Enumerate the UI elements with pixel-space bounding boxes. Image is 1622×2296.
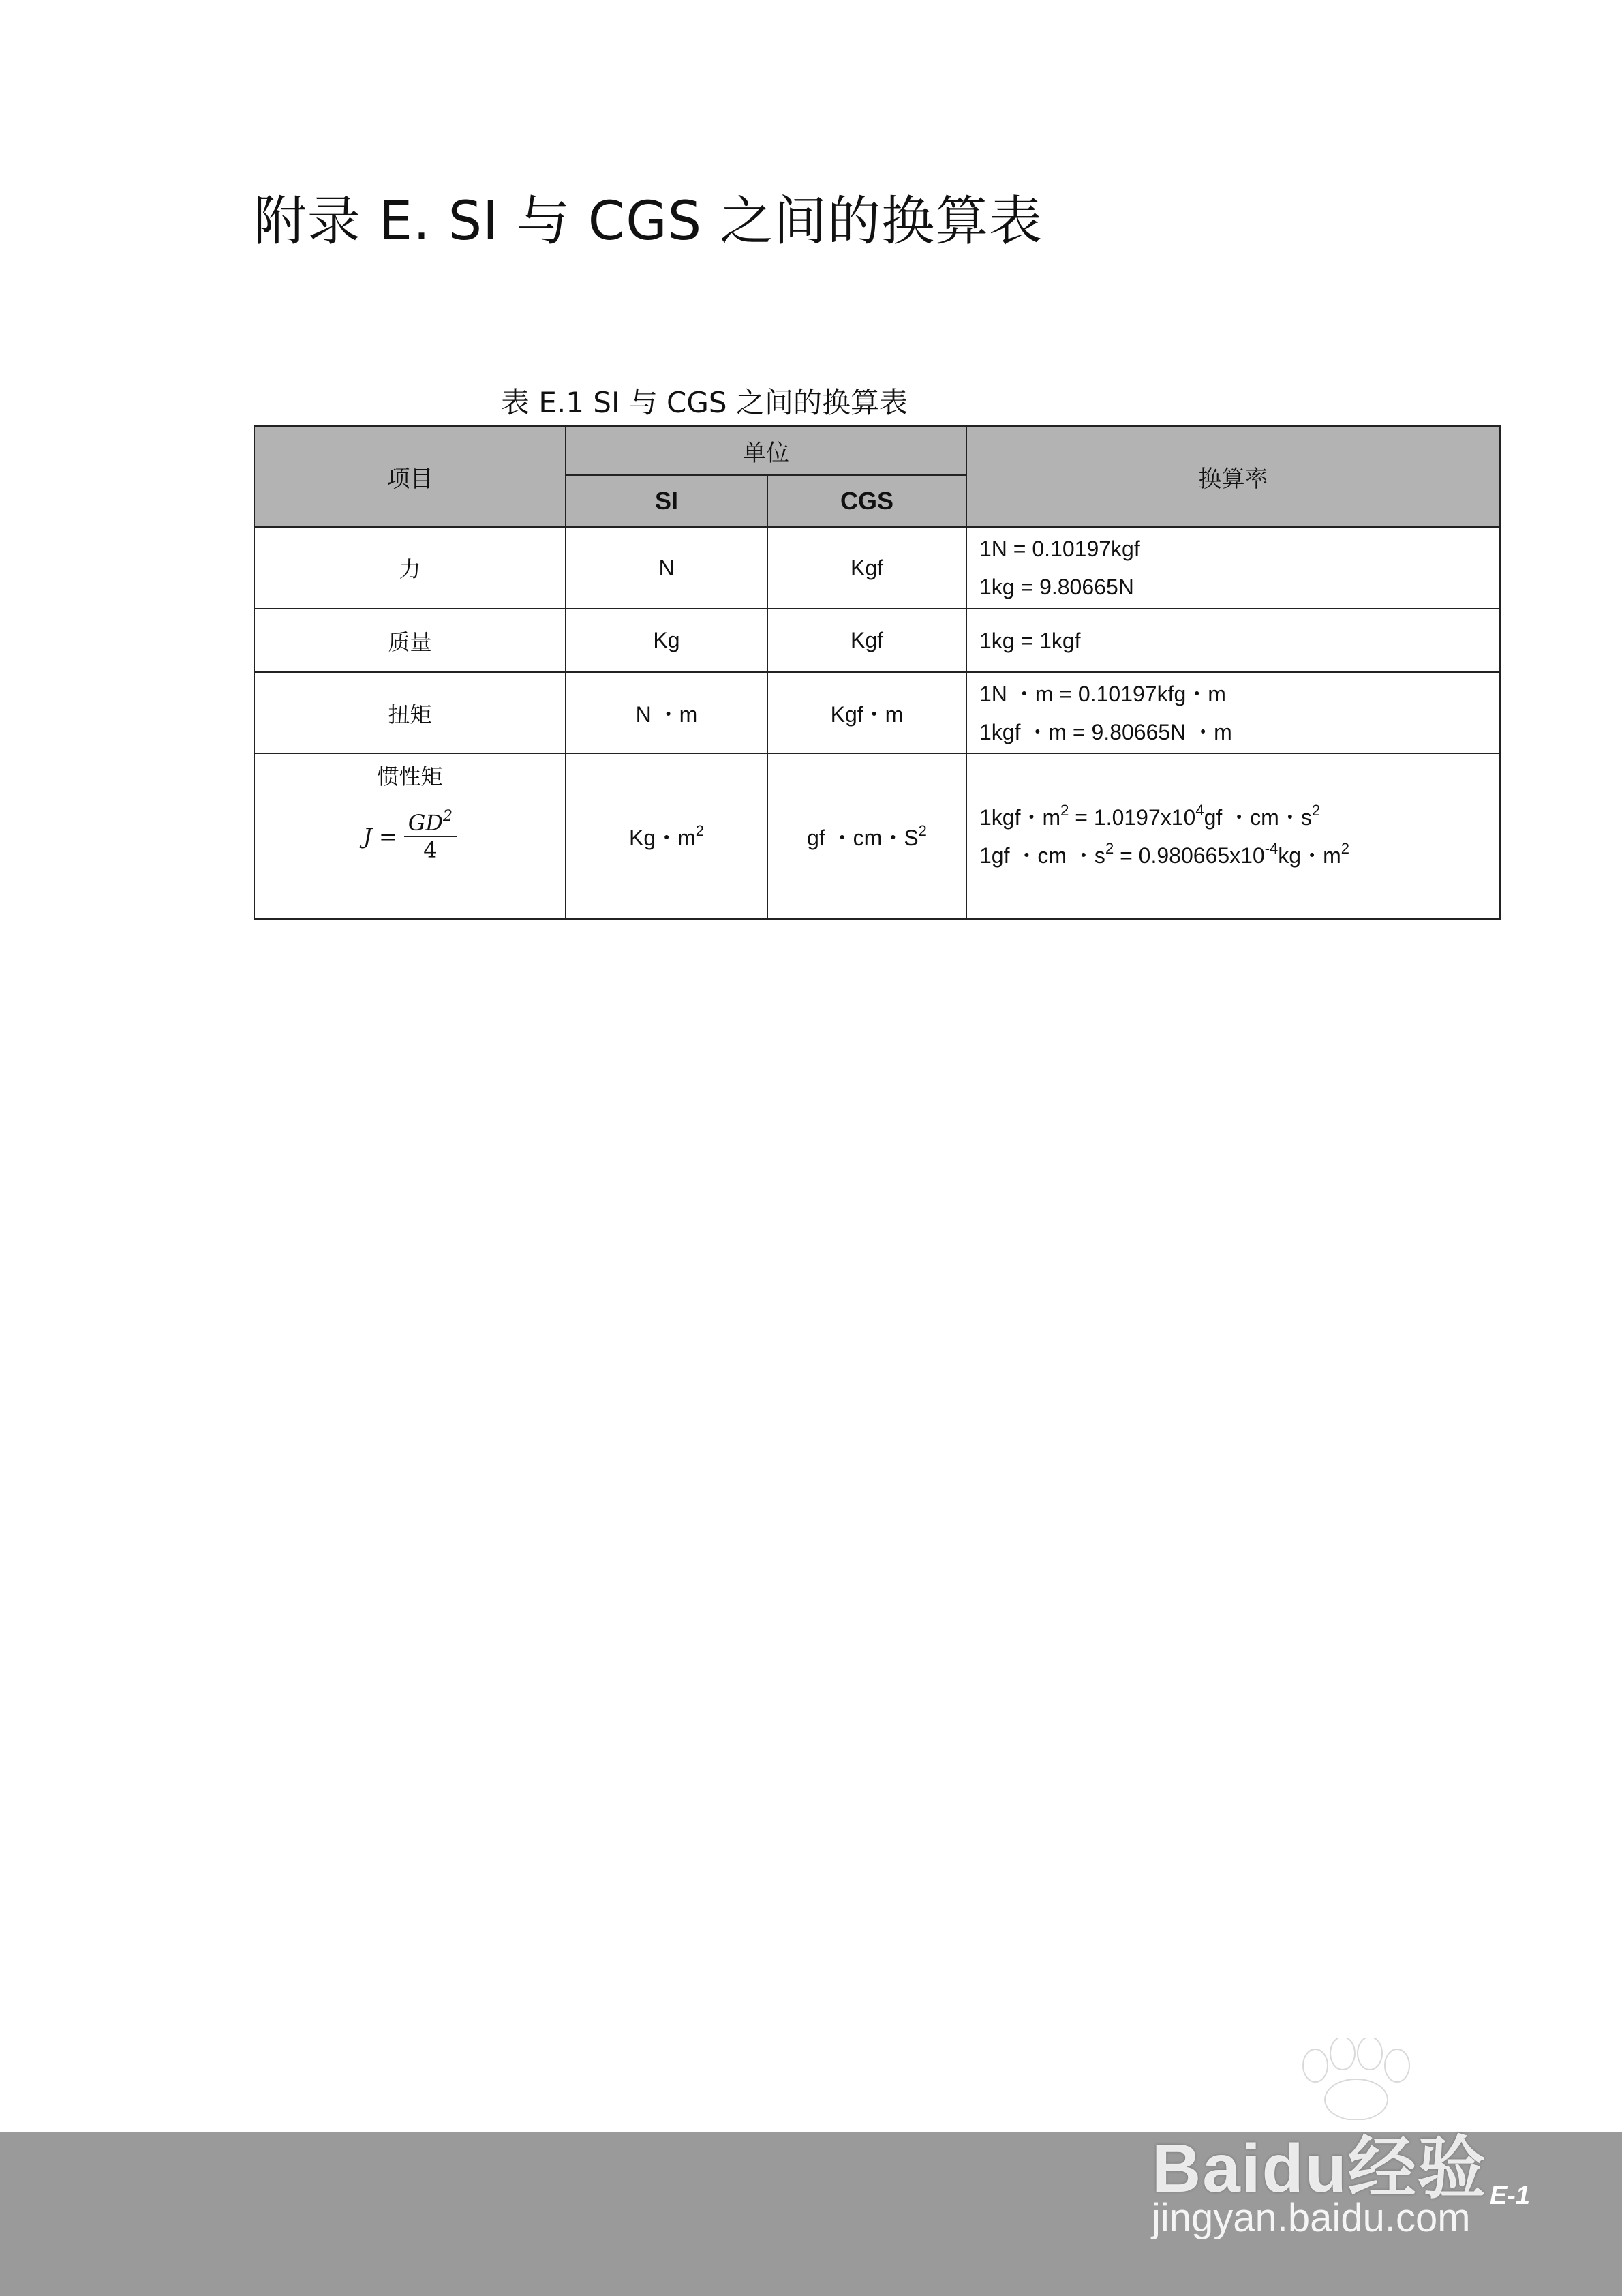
inertia-formula xyxy=(255,810,565,863)
rate-line: 1N = 0.10197kgf xyxy=(979,537,1140,561)
inertia-label: 惯性矩 xyxy=(377,764,443,789)
watermark-brand: Baidu经验 xyxy=(1152,2130,1487,2207)
item-cell xyxy=(254,753,566,919)
item-cell: 力 xyxy=(254,527,566,609)
cgs-cell: Kgf xyxy=(767,609,966,672)
rate-cell xyxy=(966,753,1500,919)
cgs-cell: gf ・cm・$S^2$ xyxy=(767,753,966,919)
si-cell: N xyxy=(566,527,767,609)
si-cell: Kg・$m^2$ xyxy=(566,753,767,919)
si-cell: Kg xyxy=(566,609,767,672)
rate-cell xyxy=(966,527,1500,609)
conversion-table xyxy=(254,425,1501,920)
formula-denominator: 4 xyxy=(423,837,438,863)
baidu-watermark xyxy=(1152,2038,1533,2243)
watermark-url: jingyan.baidu.com xyxy=(1152,2196,1471,2240)
table-row xyxy=(254,672,1500,753)
rate-cell xyxy=(966,672,1500,753)
si-cell: N ・m xyxy=(566,672,767,753)
rate-line: 1N ・m = 0.10197kfg・m xyxy=(979,681,1226,706)
formula-numerator: GD xyxy=(408,810,444,836)
rate-cell xyxy=(966,609,1500,672)
item-cell: 质量 xyxy=(254,609,566,672)
rate-line: 1kgf・$m^2 = 1.0197x10^4gf$ ・cm・$s^2$ xyxy=(979,801,1321,830)
page-title: 附录 E. SI 与 CGS 之间的换算表 xyxy=(254,191,1043,252)
cgs-cell: Kgf xyxy=(767,527,966,609)
paw-icon xyxy=(1268,2038,1445,2120)
header-cgs: CGS xyxy=(767,475,966,527)
cgs-cell: Kgf・m xyxy=(767,672,966,753)
table-row xyxy=(254,753,1500,919)
rate-line: 1gf ・cm ・$s^2 = 0.980665x10^{-4}kg$・$m^2$ xyxy=(979,839,1349,868)
rate-line: 1kgf ・m = 9.80665N ・m xyxy=(979,719,1232,744)
item-cell: 扭矩 xyxy=(254,672,566,753)
header-rate: 换算率 xyxy=(966,426,1500,527)
header-si: SI xyxy=(566,475,767,527)
page-number: E-1 xyxy=(1489,2181,1530,2210)
rate-line: 1kg = 1kgf xyxy=(979,628,1081,653)
formula-lhs: J = xyxy=(363,824,397,849)
table-row xyxy=(254,527,1500,609)
header-unit: 单位 xyxy=(566,426,966,475)
table-caption: 表 E.1 SI 与 CGS 之间的换算表 xyxy=(501,386,908,419)
header-item: 项目 xyxy=(254,426,566,527)
table-row xyxy=(254,609,1500,672)
formula-fraction xyxy=(404,810,457,863)
formula-exponent: 2 xyxy=(443,808,453,825)
rate-line: 1kg = 9.80665N xyxy=(979,575,1134,599)
